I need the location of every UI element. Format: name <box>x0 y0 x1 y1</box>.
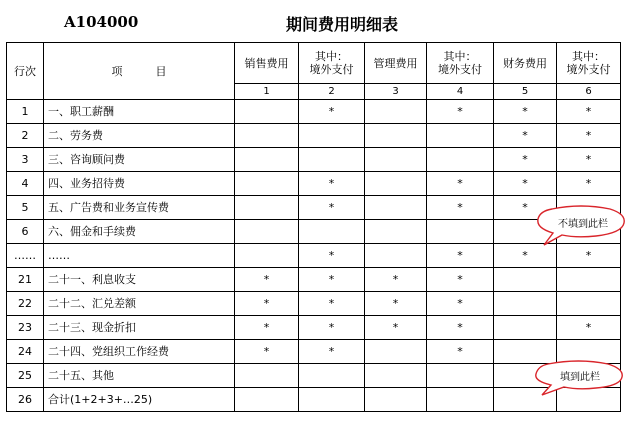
header-line: 其中： <box>315 50 348 63</box>
table-cell: * <box>557 148 621 172</box>
table-cell <box>365 220 427 244</box>
table-cell: * <box>235 340 299 364</box>
table-cell: * <box>557 172 621 196</box>
table-cell <box>494 268 557 292</box>
table-cell <box>299 220 365 244</box>
row-number: 1 <box>7 100 44 124</box>
table-cell <box>365 388 427 412</box>
row-number: 6 <box>7 220 44 244</box>
callout-text: 不填到此栏 <box>558 219 608 230</box>
table-cell: * <box>494 148 557 172</box>
table-cell <box>235 124 299 148</box>
table-cell: * <box>557 244 621 268</box>
header-line: 其中： <box>443 50 477 63</box>
table-cell <box>235 364 299 388</box>
table-row <box>7 196 621 220</box>
table-cell: * <box>235 268 299 292</box>
table-cell <box>299 364 365 388</box>
callout-fill-here <box>534 360 624 396</box>
row-number: 4 <box>7 172 44 196</box>
table-cell: * <box>427 292 494 316</box>
form-title: 期间费用明细表 <box>286 15 399 34</box>
row-number: 23 <box>7 316 44 340</box>
table-cell <box>427 148 494 172</box>
row-item-label: …… <box>44 244 235 268</box>
header-line: 其中： <box>572 50 605 63</box>
row-number: 25 <box>7 364 44 388</box>
row-item-label: 二十三、现金折扣 <box>44 316 235 340</box>
table-row <box>7 124 621 148</box>
row-item-label: 二十五、其他 <box>44 364 235 388</box>
table-cell <box>235 244 299 268</box>
header-line: 境外支付 <box>566 63 611 76</box>
callout-text: 填到此栏 <box>560 372 600 383</box>
row-number: 22 <box>7 292 44 316</box>
table-cell <box>299 124 365 148</box>
sales-overseas-header <box>299 43 365 84</box>
table-cell: * <box>427 268 494 292</box>
table-cell <box>427 388 494 412</box>
row-number: 3 <box>7 148 44 172</box>
table-cell <box>365 124 427 148</box>
table-row <box>7 340 621 364</box>
table-cell: * <box>299 292 365 316</box>
table-cell: * <box>427 340 494 364</box>
table-cell <box>235 388 299 412</box>
row-item-label: 三、咨询顾问费 <box>44 148 235 172</box>
row-number: 2 <box>7 124 44 148</box>
table-cell: * <box>494 172 557 196</box>
expense-detail-table <box>6 42 621 412</box>
sales-expense-header: 销售费用 <box>235 43 299 84</box>
table-cell <box>365 148 427 172</box>
table-cell <box>365 244 427 268</box>
row-item-label: 二十一、利息收支 <box>44 268 235 292</box>
table-cell <box>235 196 299 220</box>
form-code: A104000 <box>64 13 139 31</box>
table-cell: * <box>365 292 427 316</box>
row-item-label: 一、职工薪酬 <box>44 100 235 124</box>
table-row <box>7 292 621 316</box>
table-cell: * <box>299 244 365 268</box>
table-row <box>7 268 621 292</box>
table-cell: * <box>427 100 494 124</box>
column-number: 4 <box>427 84 494 100</box>
table-row <box>7 148 621 172</box>
table-row <box>7 100 621 124</box>
table-cell <box>365 100 427 124</box>
callout-do-not-fill <box>536 206 626 246</box>
table-cell <box>494 292 557 316</box>
table-cell: * <box>557 100 621 124</box>
row-number: 21 <box>7 268 44 292</box>
row-item-label: 二十四、党组织工作经费 <box>44 340 235 364</box>
table-cell: * <box>494 100 557 124</box>
table-cell: * <box>494 196 557 220</box>
row-item-label: 二十二、汇兑差额 <box>44 292 235 316</box>
table-cell: * <box>299 100 365 124</box>
table-cell: * <box>299 316 365 340</box>
header-row <box>7 43 621 84</box>
table-cell: * <box>365 268 427 292</box>
table-cell: * <box>299 268 365 292</box>
table-cell <box>365 196 427 220</box>
column-number: 2 <box>299 84 365 100</box>
row-item-label: 四、业务招待费 <box>44 172 235 196</box>
admin-overseas-header <box>427 43 494 84</box>
table-cell: * <box>235 316 299 340</box>
table-row <box>7 316 621 340</box>
table-cell <box>365 364 427 388</box>
table-cell: * <box>365 316 427 340</box>
table-cell <box>299 388 365 412</box>
row-item-label: 六、佣金和手续费 <box>44 220 235 244</box>
admin-expense-header: 管理费用 <box>365 43 427 84</box>
row-number: 26 <box>7 388 44 412</box>
table-cell <box>235 100 299 124</box>
table-row <box>7 364 621 388</box>
table-cell: * <box>235 292 299 316</box>
table-row <box>7 388 621 412</box>
table-cell <box>557 268 621 292</box>
row-item-label: 二、劳务费 <box>44 124 235 148</box>
finance-expense-header: 财务费用 <box>494 43 557 84</box>
row-number: …… <box>7 244 44 268</box>
row-number: 5 <box>7 196 44 220</box>
table-cell <box>235 172 299 196</box>
table-cell: * <box>299 172 365 196</box>
table-cell <box>427 220 494 244</box>
table-cell: * <box>299 196 365 220</box>
table-cell <box>557 292 621 316</box>
row-no-header: 行次 <box>7 43 44 100</box>
column-number: 6 <box>557 84 621 100</box>
table-cell <box>365 172 427 196</box>
table-cell <box>235 220 299 244</box>
table-cell: * <box>299 340 365 364</box>
table-cell: * <box>427 172 494 196</box>
table-cell: * <box>427 196 494 220</box>
column-number: 3 <box>365 84 427 100</box>
table-cell <box>494 316 557 340</box>
table-cell <box>299 148 365 172</box>
item-header: 项 目 <box>44 43 235 100</box>
table-cell: * <box>427 316 494 340</box>
header-line: 境外支付 <box>438 63 482 76</box>
table-row <box>7 244 621 268</box>
table-cell: * <box>557 316 621 340</box>
row-number: 24 <box>7 340 44 364</box>
table-cell: * <box>494 244 557 268</box>
column-number: 1 <box>235 84 299 100</box>
table-cell: * <box>427 244 494 268</box>
table-cell <box>235 148 299 172</box>
table-cell <box>427 124 494 148</box>
table-row <box>7 172 621 196</box>
row-item-label: 合计(1+2+3+…25) <box>44 388 235 412</box>
header-line: 境外支付 <box>309 63 354 76</box>
column-number: 5 <box>494 84 557 100</box>
table-row <box>7 220 621 244</box>
table-cell <box>427 364 494 388</box>
finance-overseas-header <box>557 43 621 84</box>
table-cell: * <box>557 124 621 148</box>
table-cell: * <box>494 124 557 148</box>
row-item-label: 五、广告费和业务宣传费 <box>44 196 235 220</box>
table-cell <box>365 340 427 364</box>
